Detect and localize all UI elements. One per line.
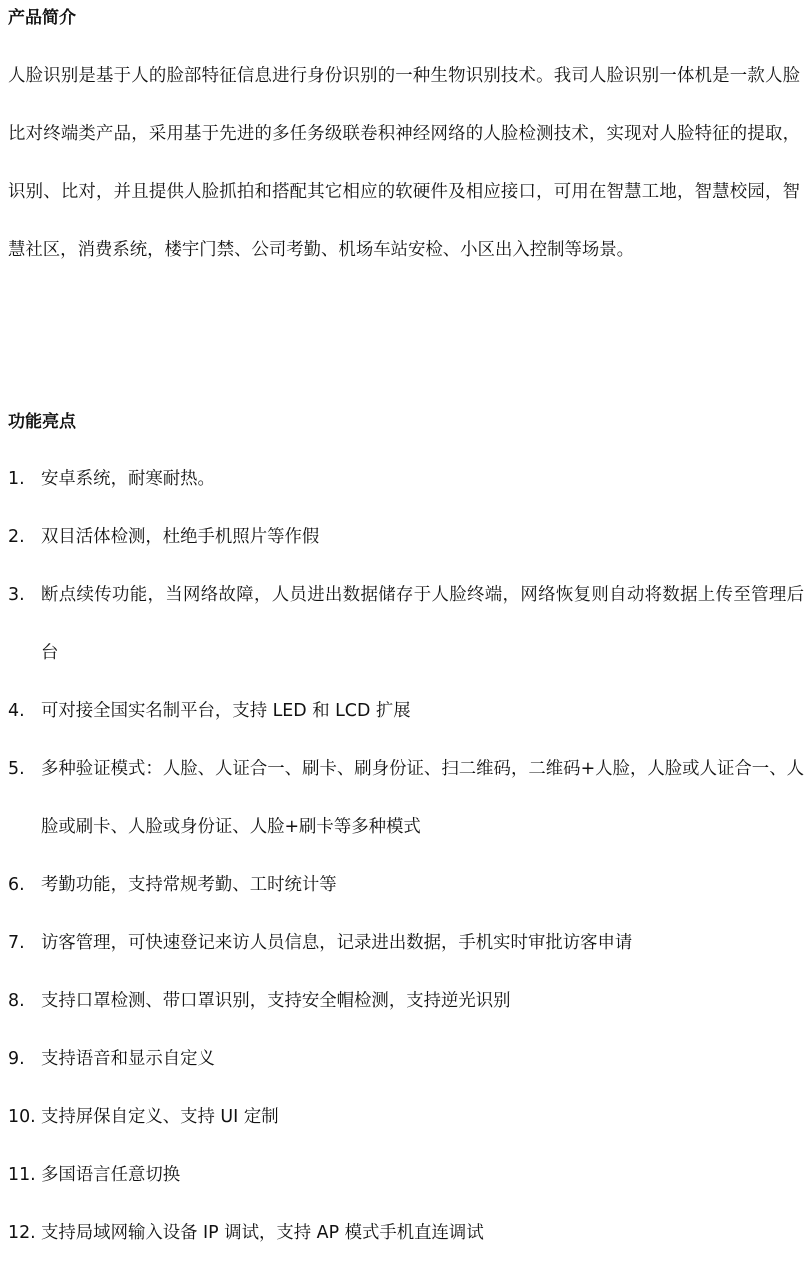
list-item-number: 4. — [8, 701, 25, 721]
list-item-number: 6. — [8, 875, 25, 895]
list-item — [8, 914, 804, 972]
list-item-text: 断点续传功能，当网络故障，人员进出数据储存于人脸终端，网络恢复则自动将数据上传至管理后台 — [41, 585, 804, 663]
list-item-text: 支持口罩检测、带口罩识别，支持安全帽检测，支持逆光识别 — [41, 991, 511, 1011]
list-item — [8, 682, 804, 740]
list-item-number: 10. — [8, 1107, 36, 1127]
intro-paragraph: 人脸识别是基于人的脸部特征信息进行身份识别的一种生物识别技术。我司人脸识别一体机是一款人脸比对终端类产品，采用基于先进的多任务级联卷积神经网络的人脸检测技术，实现对人脸特征的提取，识别、比对，并且提供人脸抓拍和搭配其它相应的软硬件及相应接口，可用在智慧工地，智慧校园，智慧社区，消费系统，楼宇门禁、公司考勤、机场车站安检、小区出入控制等场景。 — [8, 66, 800, 260]
list-item — [8, 508, 804, 566]
list-item-number: 8. — [8, 991, 25, 1011]
features-list — [8, 450, 804, 1262]
list-item — [8, 1088, 804, 1146]
list-item-number: 1. — [8, 469, 25, 489]
list-item-text: 双目活体检测，杜绝手机照片等作假 — [41, 527, 320, 547]
list-item-text: 可对接全国实名制平台，支持 LED 和 LCD 扩展 — [41, 701, 411, 721]
list-item-number: 2. — [8, 527, 25, 547]
list-item-text: 支持屏保自定义、支持 UI 定制 — [41, 1107, 279, 1127]
list-item-text: 支持局域网输入设备 IP 调试，支持 AP 模式手机直连调试 — [41, 1223, 484, 1243]
list-item — [8, 450, 804, 508]
list-item-number: 11. — [8, 1165, 36, 1185]
list-item-number: 7. — [8, 933, 25, 953]
list-item-text: 访客管理，可快速登记来访人员信息，记录进出数据，手机实时审批访客申请 — [41, 933, 633, 953]
list-item-text: 支持语音和显示自定义 — [41, 1049, 215, 1069]
list-item-text: 多国语言任意切换 — [41, 1165, 181, 1185]
list-item — [8, 856, 804, 914]
list-item — [8, 1204, 804, 1262]
list-item-number: 9. — [8, 1049, 25, 1069]
intro-heading: 产品简介 — [8, 8, 76, 28]
list-item-text: 考勤功能，支持常规考勤、工时统计等 — [41, 875, 337, 895]
list-item-number: 3. — [8, 585, 25, 605]
list-item — [8, 1146, 804, 1204]
list-item — [8, 972, 804, 1030]
list-item — [8, 740, 804, 856]
list-item-text: 安卓系统，耐寒耐热。 — [41, 469, 215, 489]
list-item-text: 多种验证模式：人脸、人证合一、刷卡、刷身份证、扫二维码，二维码+人脸，人脸或人证合一、人脸或刷卡、人脸或身份证、人脸+刷卡等多种模式 — [41, 759, 804, 837]
list-item-number: 12. — [8, 1223, 36, 1243]
list-item-number: 5. — [8, 759, 25, 779]
list-item — [8, 566, 804, 682]
features-heading: 功能亮点 — [8, 412, 76, 432]
list-item — [8, 1030, 804, 1088]
